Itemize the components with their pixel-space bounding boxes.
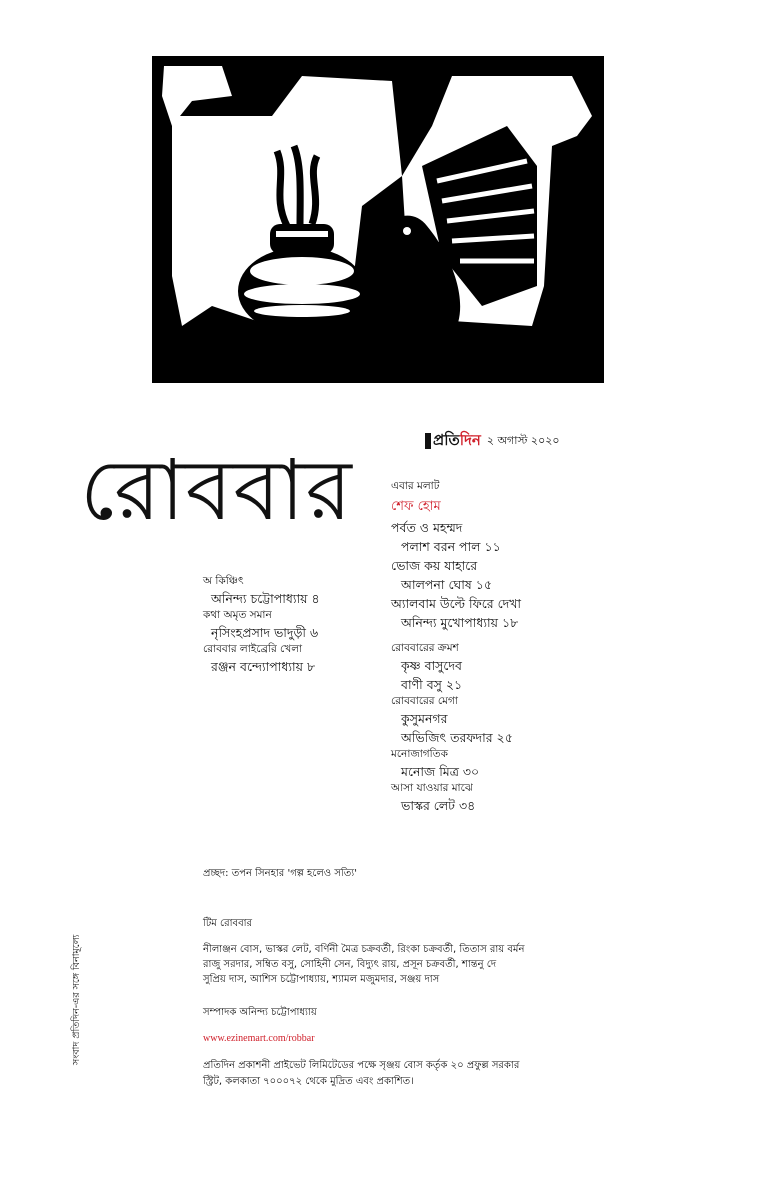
logo-text-part2: দিন bbox=[459, 430, 481, 449]
team-line: সুপ্রিয় দাস, আশিস চট্টোপাধ্যায়, শ্যামল মজুমদার, সঞ্জয় দাস bbox=[203, 974, 440, 985]
toc-right-column bbox=[391, 479, 611, 815]
toc-author-entry: মনোজ মিত্র ৩০ bbox=[401, 764, 480, 779]
issue-date: ২ অগাস্ট ২০২০ bbox=[486, 433, 560, 447]
magazine-title: রোববার bbox=[80, 441, 353, 539]
team-heading: টিম রোববার bbox=[203, 918, 253, 929]
pratidin-logo bbox=[425, 429, 481, 454]
publisher-imprint bbox=[203, 1058, 563, 1090]
cover-credit: প্রচ্ছদ: তপন সিনহার 'গল্প হলেও সত্যি' bbox=[203, 868, 357, 879]
toc-author-entry: বাণী বসু ২১ bbox=[401, 677, 463, 692]
toc-author-entry: কুসুমনগর bbox=[401, 711, 448, 726]
imprint-line: প্রতিদিন প্রকাশনী প্রাইভেট লিমিটেডের পক্ষে সৃঞ্জয় বোস কর্তৃক ২০ প্রফুল্ল সরকার bbox=[203, 1060, 520, 1071]
team-members bbox=[203, 942, 524, 987]
toc-author-entry: নৃসিংহপ্রসাদ ভাদুড়ী ৬ bbox=[211, 625, 319, 640]
toc-author-entry: ভাস্কর লেট ৩৪ bbox=[401, 798, 476, 813]
toc-author-entry: পলাশ বরন পাল ১১ bbox=[401, 539, 501, 554]
toc-left-column bbox=[203, 574, 403, 676]
website-link[interactable]: www.ezinemart.com/robbar bbox=[203, 1033, 315, 1044]
toc-section-label: মনোজাগতিক bbox=[391, 748, 448, 760]
toc-article-title: পর্বত ও মহম্মদ bbox=[391, 520, 463, 535]
logo-mark-icon bbox=[425, 433, 431, 449]
toc-author-entry: অভিজিৎ তরফদার ২৫ bbox=[401, 730, 513, 745]
toc-article-title: ভোজ কয় যাহারে bbox=[391, 558, 478, 573]
toc-author-entry: আলপনা ঘোষ ১৫ bbox=[401, 577, 492, 592]
imprint-line: স্ট্রিট, কলকাতা ৭০০০৭২ থেকে মুদ্রিত এবং প্রকাশিত। bbox=[203, 1076, 414, 1087]
vertical-free-note: সংবাদ প্রতিদিন-এর সঙ্গে বিনামূল্যে bbox=[71, 934, 82, 1065]
toc-author-entry: অনিন্দ্য চট্টোপাধ্যায় ৪ bbox=[211, 591, 320, 606]
toc-section-label: অ কিঞ্চিৎ bbox=[203, 575, 244, 587]
toc-section-label: আসা যাওয়ার মাঝে bbox=[391, 782, 473, 794]
logo-text-part1: প্রতি bbox=[433, 430, 460, 449]
toc-section-label: এবার মলাট bbox=[391, 480, 440, 492]
toc-gap bbox=[391, 632, 611, 641]
cover-illustration bbox=[152, 56, 604, 383]
toc-author-entry: কৃষ্ণ বাসুদেব bbox=[401, 658, 462, 673]
team-line: রাজু সরদার, সম্বিত বসু, সোহিনী সেন, বিদ্যুৎ রায়, প্রসূন চক্রবর্তী, শান্তনু দে bbox=[203, 959, 497, 970]
team-line: নীলাঞ্জন বোস, ভাস্কর লেট, বর্ণিনী মৈত্র চক্রবর্তী, রিংকা চক্রবর্তী, তিতাস রায় বর্মন bbox=[203, 944, 525, 955]
toc-section-label: রোববারের মেগা bbox=[391, 695, 458, 707]
toc-author-entry: রঞ্জন বন্দ্যোপাধ্যায় ৮ bbox=[211, 659, 316, 674]
toc-author-entry: অনিন্দ্য মুখোপাধ্যায় ১৮ bbox=[401, 615, 519, 630]
toc-section-label: কথা অমৃত সমান bbox=[203, 609, 272, 621]
toc-section-label: রোববার লাইব্রেরি খেলা bbox=[203, 643, 303, 655]
publication-masthead bbox=[425, 430, 560, 452]
editor-credit: সম্পাদক অনিন্দ্য চট্টোপাধ্যায় bbox=[203, 1007, 317, 1018]
toc-cover-story-label: শেফ হোম bbox=[391, 499, 441, 514]
toc-article-title: অ্যালবাম উল্টে ফিরে দেখা bbox=[391, 596, 522, 611]
toc-section-label: রোববারের ক্রমশ bbox=[391, 642, 459, 654]
